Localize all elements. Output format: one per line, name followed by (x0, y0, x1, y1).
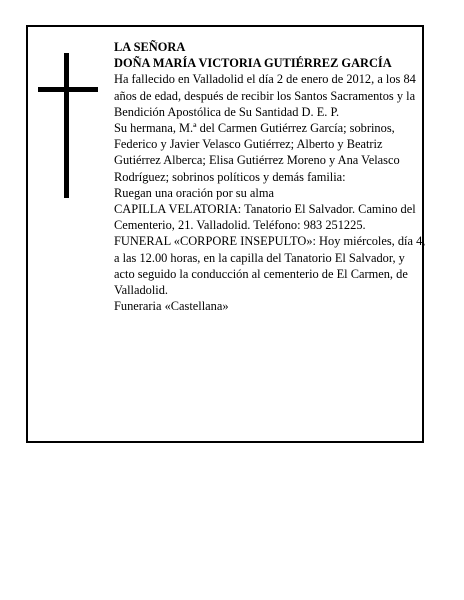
deceased-name: DOÑA MARÍA VICTORIA GUTIÉRREZ GARCÍA (114, 56, 392, 71)
funeral-home: Funeraria «Castellana» (114, 299, 229, 314)
funeral-info: FUNERAL «CORPORE INSEPULTO»: Hoy miércoles, día 4, a las 12.00 horas, en la capilla del Tanatorio El Salvador, y acto seguido la conducción al cementerio de El Carmen, de Valladolid. (114, 234, 426, 298)
family-members: Su hermana, M.ª del Carmen Gutiérrez García; sobrinos, Federico y Javier Velasco Gutiérrez; Alberto y Beatriz Gutiérrez Alberca; Elisa Gutiérrez Moreno y Ana Velasco Rodríguez; sobrinos políticos y demás familia: (114, 121, 400, 184)
cross-vertical-bar (64, 53, 69, 198)
deceased-honorific: LA SEÑORA (114, 40, 186, 54)
cross-icon (38, 53, 98, 198)
prayer-request: Ruegan una oración por su alma (114, 185, 274, 200)
chapel-info: CAPILLA VELATORIA: Tanatorio El Salvador. Camino del Cementerio, 21. Valladolid. Teléfono: 983 251225. (114, 202, 416, 233)
cross-horizontal-bar (38, 87, 98, 92)
death-announcement: Ha fallecido en Valladolid el día 2 de enero de 2012, a los 84 años de edad, después de recibir los Santos Sacramentos y la Bendición Apostólica de Su Santidad D. E. P. (114, 72, 416, 119)
obituary-text (114, 39, 426, 314)
